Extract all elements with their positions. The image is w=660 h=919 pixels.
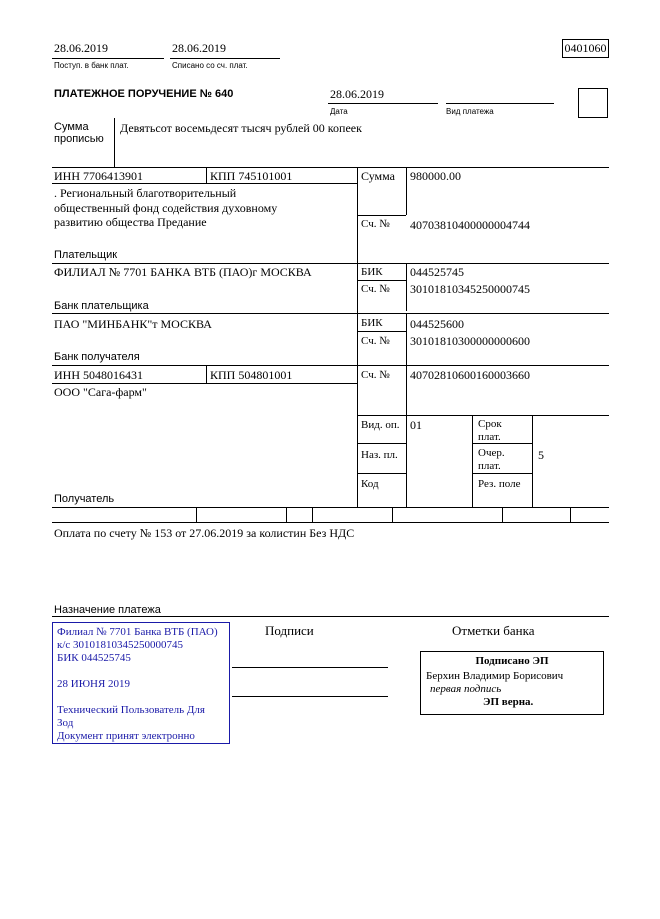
divider [312, 507, 313, 522]
payer-inn: ИНН 7706413901 [54, 169, 143, 183]
date-received-label: Поступ. в банк плат. [54, 61, 129, 70]
divider [114, 118, 115, 167]
payer-bank-bik-label: БИК [361, 266, 383, 278]
divider [357, 280, 406, 281]
divider [357, 443, 406, 444]
divider [206, 365, 207, 383]
signature-line-2 [232, 696, 388, 697]
payer-bank-label: Банк плательщика [54, 300, 149, 312]
divider [52, 167, 609, 168]
stamp-line-account: к/с 30101810345250000745 [57, 639, 184, 651]
date-debited: 28.06.2019 [172, 41, 226, 55]
divider [472, 415, 473, 507]
purpose-code-label: Наз. пл. [361, 449, 398, 461]
divider [52, 313, 609, 314]
payee-account-label: Сч. № [361, 369, 390, 381]
ep-title: Подписано ЭП [475, 655, 549, 667]
payer-account-label: Сч. № [361, 218, 390, 230]
stamp-line-bank: Филиал № 7701 Банка ВТБ (ПАО) [57, 626, 218, 638]
divider [472, 473, 532, 474]
divider [328, 103, 438, 104]
payee-bank-bik-label: БИК [361, 317, 383, 329]
payer-bank-account-label: Сч. № [361, 283, 390, 295]
stamp-line-bik: БИК 044525745 [57, 652, 131, 664]
priority-label-2: плат. [478, 460, 501, 472]
priority-value: 5 [538, 448, 544, 462]
payee-bank-account-label: Сч. № [361, 335, 390, 347]
payment-type-label: Вид платежа [446, 107, 494, 116]
divider [170, 58, 280, 59]
reserve-label: Рез. поле [478, 478, 521, 490]
op-type-label: Вид. оп. [361, 419, 400, 431]
divider [357, 167, 358, 507]
stamp-spacer [57, 691, 229, 704]
order-date: 28.06.2019 [330, 87, 384, 101]
sum-label: Сумма [361, 169, 395, 183]
divider [446, 103, 554, 104]
payee-label: Получатель [54, 493, 115, 505]
ep-signer: Берхин Владимир Борисович [426, 670, 564, 682]
payee-bank-account-value: 30101810300000000600 [410, 334, 530, 348]
divider [532, 415, 533, 507]
sum-value: 980000.00 [410, 169, 461, 183]
divider [357, 473, 406, 474]
payee-kpp: КПП 504801001 [210, 368, 293, 382]
payee-name: ООО "Сага-фарм" [54, 385, 147, 399]
payer-name-line-2: общественный фонд содействия духовному [54, 201, 278, 215]
signature-line-1 [232, 667, 388, 668]
term-label-2: плат. [478, 431, 501, 443]
divider [196, 507, 197, 522]
date-received: 28.06.2019 [54, 41, 108, 55]
order-date-label: Дата [330, 107, 348, 116]
amount-words-label-2: прописью [54, 133, 104, 145]
divider [52, 383, 357, 384]
divider [52, 183, 357, 184]
divider [570, 507, 571, 522]
signatures-label: Подписи [265, 623, 314, 638]
divider [357, 331, 406, 332]
stamp-line-accepted: Документ принят электронно [57, 730, 195, 742]
priority-label: Очер. [478, 447, 505, 459]
op-type-value: 01 [410, 418, 422, 432]
divider [392, 507, 393, 522]
ep-verified: ЭП верна. [483, 696, 534, 708]
payer-bank-bik-value: 044525745 [410, 265, 464, 279]
date-debited-label: Списано со сч. плат. [172, 61, 248, 70]
payer-kpp: КПП 745101001 [210, 169, 293, 183]
divider [357, 215, 406, 216]
form-code: 0401060 [562, 39, 609, 58]
divider [52, 365, 609, 366]
purpose-label: Назначение платежа [54, 604, 161, 616]
ep-signature-box [420, 651, 604, 715]
divider [502, 507, 503, 522]
divider [406, 263, 407, 311]
divider [52, 522, 609, 523]
stamp-line-user-2: Зод [57, 717, 74, 729]
ep-signature-type: первая подпись [430, 683, 502, 695]
divider [406, 167, 407, 215]
divider [286, 507, 287, 522]
order-title: ПЛАТЕЖНОЕ ПОРУЧЕНИЕ № 640 [54, 88, 234, 100]
code-label: Код [361, 478, 379, 490]
divider [52, 263, 609, 264]
payee-inn: ИНН 5048016431 [54, 368, 143, 382]
payer-name-line-3: развитию общества Предание [54, 215, 207, 229]
payer-name-line-1: . Региональный благотворительный [54, 186, 237, 200]
divider [52, 58, 164, 59]
divider [357, 415, 609, 416]
payee-bank-name: ПАО "МИНБАНК"т МОСКВА [54, 317, 212, 331]
divider [406, 365, 407, 507]
payee-bank-label: Банк получателя [54, 351, 140, 363]
divider [52, 507, 609, 508]
payer-bank-account-value: 30101810345250000745 [410, 282, 530, 296]
purpose-text: Оплата по счету № 153 от 27.06.2019 за колистин Без НДС [54, 526, 355, 540]
stamp-spacer [57, 665, 229, 678]
amount-words-label: Сумма [54, 121, 89, 133]
payer-account-value: 40703810400000004744 [410, 218, 530, 232]
payer-bank-name: ФИЛИАЛ № 7701 БАНКА ВТБ (ПАО)г МОСКВА [54, 265, 312, 279]
term-label: Срок [478, 418, 502, 430]
stamp-line-date: 28 ИЮНЯ 2019 [57, 678, 131, 690]
status-box [578, 88, 608, 118]
divider [206, 167, 207, 183]
payee-account-value: 40702810600160003660 [410, 368, 530, 382]
payee-bank-bik-value: 044525600 [410, 317, 464, 331]
divider [406, 313, 407, 365]
bank-marks-label: Отметки банка [452, 623, 535, 638]
bank-stamp [52, 622, 230, 744]
payer-label: Плательщик [54, 249, 118, 261]
amount-words-value: Девятьсот восемьдесят тысяч рублей 00 копеек [120, 121, 362, 135]
stamp-line-user: Технический Пользователь Для [57, 704, 205, 716]
